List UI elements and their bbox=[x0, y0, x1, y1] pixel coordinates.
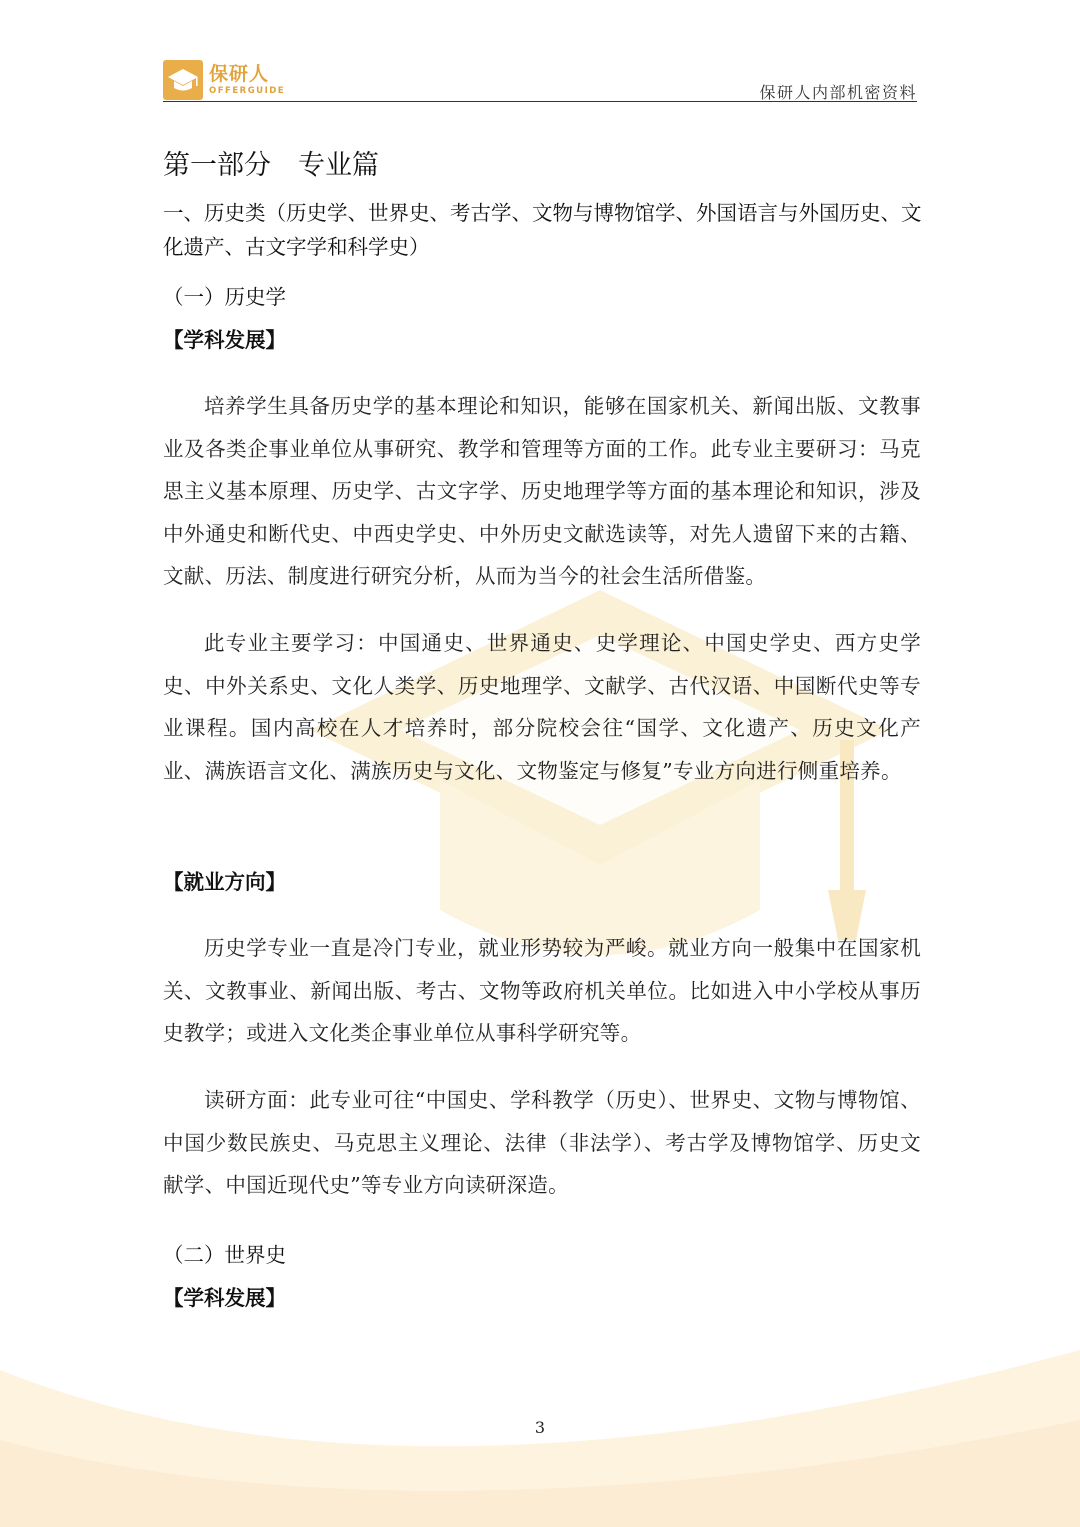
subsection-history: （一）历史学 bbox=[163, 285, 286, 309]
page-number: 3 bbox=[534, 1418, 546, 1437]
section-title: 一、历史类（历史学、世界史、考古学、文物与博物馆学、外国语言与外国历史、文化遗产、古文字学和科学史） bbox=[163, 201, 922, 259]
subsection-world-history: （二）世界史 bbox=[163, 1243, 286, 1267]
paragraph-employment: 历史学专业一直是冷门专业，就业形势较为严峻。就业方向一般集中在国家机关、文教事业、新闻出版、考古、文物等政府机关单位。比如进入中小学校从事历史教学；或进入文化类企事业单位从事科学研究等。 bbox=[163, 936, 921, 1045]
paragraph-training-goals: 培养学生具备历史学的基本理论和知识，能够在国家机关、新闻出版、文教事业及各类企事业单位从事研究、教学和管理等方面的工作。此专业主要研习：马克思主义基本原理、历史学、古文字学、历史地理学等方面的基本理论和知识，涉及中外通史和断代史、中西史学史、中外历史文献选读等，对先人遗留下来的古籍、文献、历法、制度进行研究分析，从而为当今的社会生活所借鉴。 bbox=[163, 394, 921, 588]
logo-cap-icon bbox=[163, 60, 203, 100]
part-title: 第一部分 专业篇 bbox=[163, 150, 379, 181]
brand-logo bbox=[163, 60, 285, 100]
logo-cn-text: 保研人 bbox=[209, 62, 270, 85]
paragraph-graduate-study: 读研方面：此专业可往“中国史、学科教学（历史）、世界史、文物与博物馆、中国少数民族史、马克思主义理论、法律（非法学）、考古学及博物馆学、历史文献学、中国近现代史”等专业方向读研深造。 bbox=[163, 1088, 921, 1197]
heading-employment: 【就业方向】 bbox=[163, 870, 286, 894]
header-confidential-label: 保研人内部机密资料 bbox=[759, 83, 917, 102]
heading-discipline-development-2: 【学科发展】 bbox=[163, 1286, 286, 1310]
logo-en-text: OFFERGUIDE bbox=[209, 85, 286, 96]
heading-discipline-development: 【学科发展】 bbox=[163, 328, 286, 352]
paragraph-courses: 此专业主要学习：中国通史、世界通史、史学理论、中国史学史、西方史学史、中外关系史、文化人类学、历史地理学、文献学、古代汉语、中国断代史等专业课程。国内高校在人才培养时，部分院校会往“国学、文化遗产、历史文化产业、满族语言文化、满族历史与文化、文物鉴定与修复”专业方向进行侧重培养。 bbox=[163, 631, 921, 783]
header-divider bbox=[163, 101, 917, 102]
